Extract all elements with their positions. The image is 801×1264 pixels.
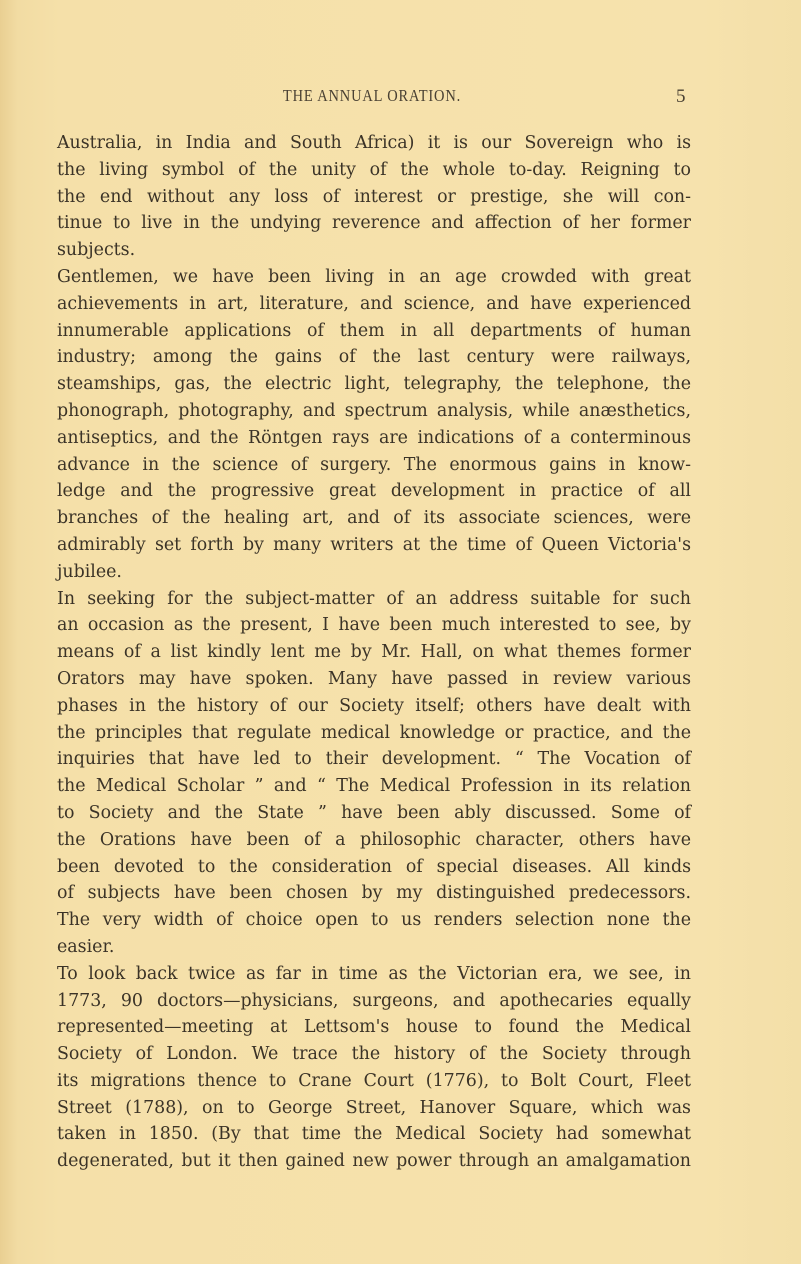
text-line: to Society and the State ” have been ably discussed. Some of [57,802,691,823]
text-line: easier. [57,936,115,957]
running-title: THE ANNUAL ORATION. [282,86,462,105]
text-line: subjects. [57,240,136,261]
body-text [57,130,691,1175]
text-line: antiseptics, and the Röntgen rays are indications of a conterminous [57,427,691,448]
text-line: its migrations thence to Crane Court (1776), to Bolt Court, Fleet [57,1070,691,1091]
text-line: an occasion as the present, I have been much interested to see, by [57,615,691,636]
text-line: advance in the science of surgery. The enormous gains in know- [57,454,691,475]
text-line: To look back twice as far in time as the Victorian era, we see, in [57,963,691,984]
page-header [0,86,801,110]
text-line: branches of the healing art, and of its associate sciences, were [57,508,691,529]
text-line: of subjects have been chosen by my distinguished predecessors. [57,883,691,904]
text-line: steamships, gas, the electric light, telegraphy, the telephone, the [57,374,691,395]
text-line: Orators may have spoken. Many have passed in review various [57,668,691,689]
text-line: been devoted to the consideration of special diseases. All kinds [57,856,691,877]
page-number: 5 [676,86,686,107]
text-line: the Orations have been of a philosophic character, others have [57,829,691,850]
text-line: The very width of choice open to us renders selection none the [57,910,691,931]
text-line: innumerable applications of them in all departments of human [57,320,691,341]
text-line: achievements in art, literature, and science, and have experienced [57,293,691,314]
text-line: inquiries that have led to their development. “ The Vocation of [57,749,691,770]
text-line: tinue to live in the undying reverence and affection of her former [57,213,691,234]
text-line: means of a list kindly lent me by Mr. Hall, on what themes former [57,642,691,663]
text-line: the principles that regulate medical knowledge or practice, and the [57,722,691,743]
text-line: taken in 1850. (By that time the Medical Society had somewhat [57,1124,691,1145]
text-line: admirably set forth by many writers at the time of Queen Victoria's [57,534,691,555]
text-line: jubilee. [57,561,122,582]
text-line: phonograph, photography, and spectrum analysis, while anæsthetics, [57,400,691,421]
text-line: represented—meeting at Lettsom's house to found the Medical [57,1017,691,1038]
text-line: Society of London. We trace the history of the Society through [57,1044,691,1065]
text-line: 1773, 90 doctors—physicians, surgeons, and apothecaries equally [57,990,691,1011]
text-line: industry; among the gains of the last century were railways, [57,347,691,368]
text-line: the end without any loss of interest or prestige, she will con- [57,186,691,207]
text-line: phases in the history of our Society itself; others have dealt with [57,695,691,716]
text-line: Gentlemen, we have been living in an age crowded with great [57,266,691,287]
text-line: In seeking for the subject-matter of an address suitable for such [57,588,691,609]
text-line: degenerated, but it then gained new power through an amalgamation [57,1151,691,1172]
text-line: Australia, in India and South Africa) it is our Sovereign who is [57,133,691,153]
text-line: ledge and the progressive great development in practice of all [57,481,691,502]
text-line: the Medical Scholar ” and “ The Medical Profession in its relation [57,776,691,797]
text-line: the living symbol of the unity of the whole to-day. Reigning to [57,159,691,180]
text-line: Street (1788), on to George Street, Hanover Square, which was [57,1097,691,1118]
